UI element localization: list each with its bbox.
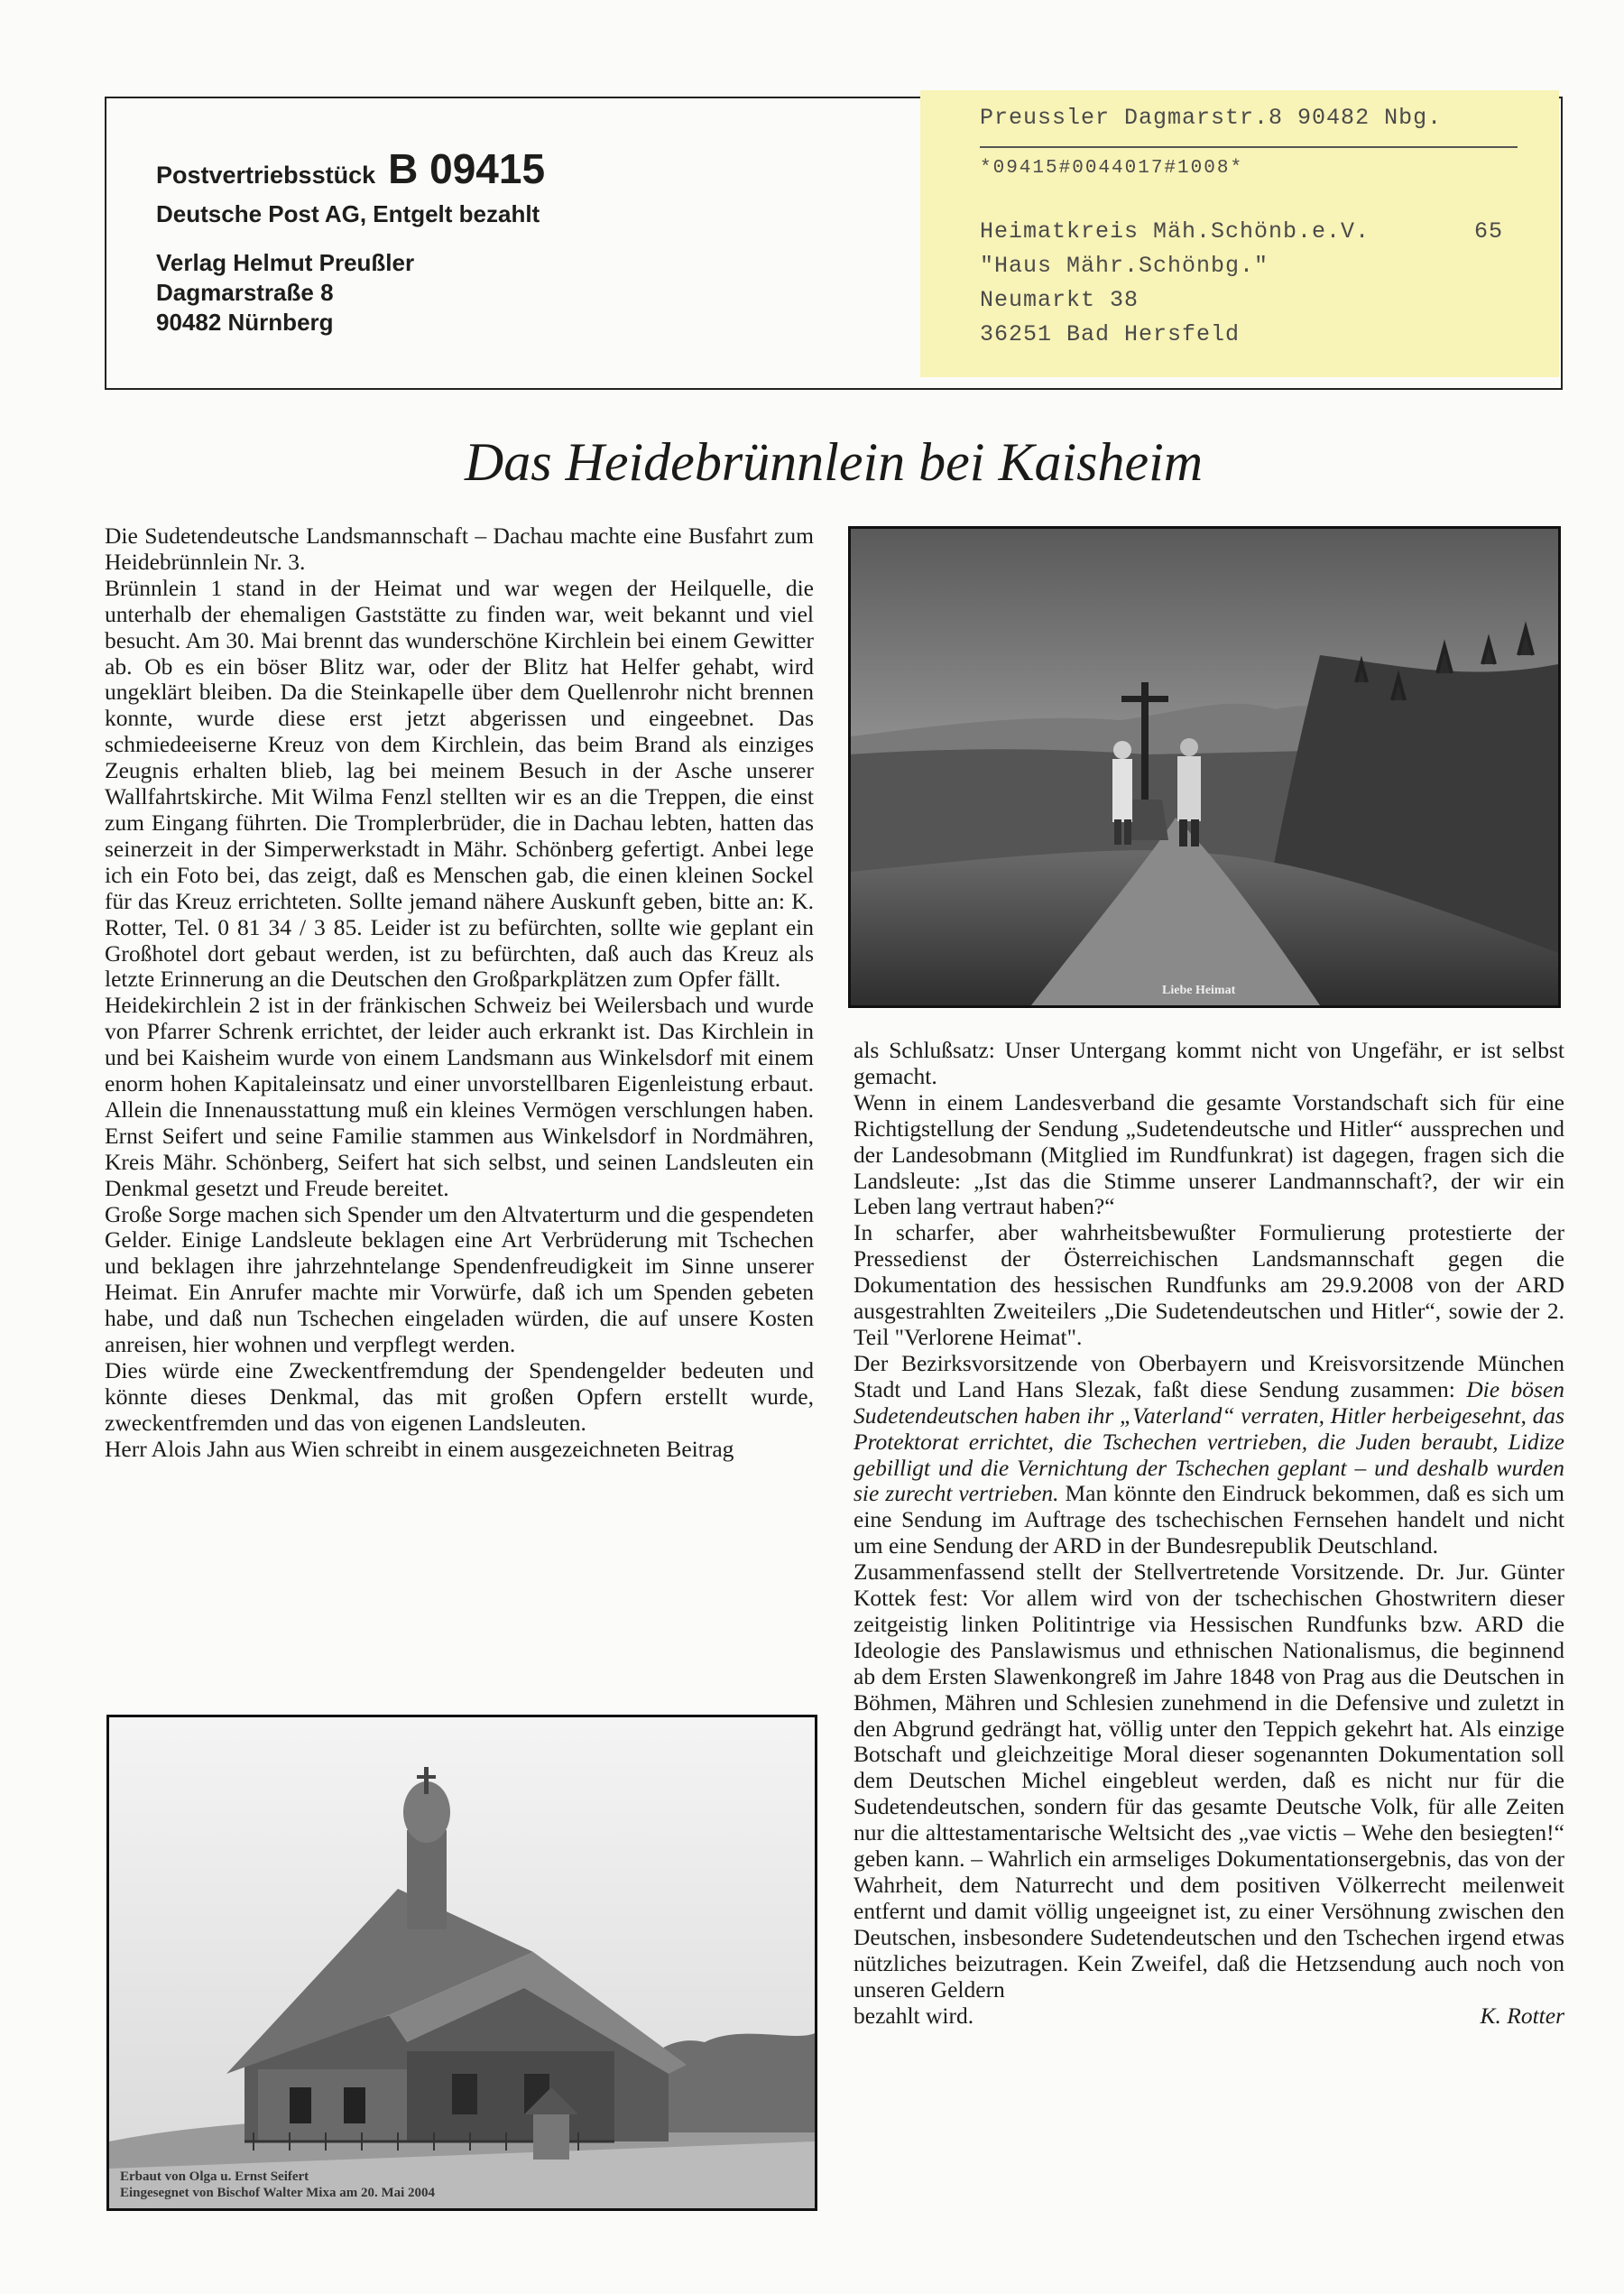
quoted-summary: Die bösen Sudetendeutschen haben ihr „Vaterland“ verraten, Hitler herbeigesehnt, das Protektorat errichtet, die Tschechen vertrieben, die Juden beraubt, Lidize gebilligt und die Vernichtung der Tschechen geplant – und deshalb wurden sie zurecht vertrieben. <box>854 1375 1564 1507</box>
photo-left-caption <box>120 2169 435 2201</box>
paragraph <box>854 1351 1564 1559</box>
paragraph: Zusammenfassend stellt der Stellvertretende Vorsitzende. Dr. Jur. Günter Kottek fest: Vor allem wird von der tschechischen Ghostwritern dieser zeitgeistig linken Politintrige via Hessischen Rundfunks bzw. ARD die Ideologie des Panslawismus und ethnischen Nationalismus, die beginnend ab dem Ersten Slawenkongreß im Jahre 1848 von Prag aus die Deutschen in Böhmen, Mähren und Schlesien zunehmend in die Defensive und zuletzt in den Abgrund gedrängt hat, völlig unter den Teppich gekehrt hat. Als einzige Botschaft und gleichzeitige Moral dieser sogenannten Dokumentation soll dem Deutschen Michel eingebleut werden, daß es nicht nur für die Sudetendeutschen, sondern für das gesamte Deutsche Volk, für alle Zeiten nur die alttestamentarische Weltsicht des „vae victis – Wehe den besiegten!“ geben kann. – Wahrlich ein armseliges Dokumentationsergebnis, das von der Wahrheit, dem Naturrecht und dem positiven Völkerrecht meilenweit entfernt und damit völlig ungeeignet ist, zu einer Versöhnung zwischen den Deutschen, insbesondere Sudetendeutschen und den Tschechen irgend etwas nützliches beizutragen. Kein Zweifel, daß die Hetzsendung auch noch von unseren Geldern <box>854 1559 1564 2003</box>
paragraph: Dies würde eine Zweckentfremdung der Spendengelder bedeuten und könnte dieses Denkmal, das mit großen Opfern erstellt wurde, zweckentfremden und das von eigenen Landsleuten. <box>105 1357 814 1436</box>
photo-cross-landscape <box>848 526 1561 1008</box>
caption-line: Eingesegnet von Bischof Walter Mixa am 20. Mai 2004 <box>120 2186 436 2200</box>
paragraph: Heidekirchlein 2 ist in der fränkischen Schweiz bei Weilersbach und wurde von Pfarrer Schrenk errichtet, der leider auch erkrankt ist. Das Kirchlein in und bei Kaisheim wurde von einem Landsmann aus Winkelsdorf mit einem enorm hohen Kapitaleinsatz und einer unvorstellbaren Eigenleistung erbaut. Allein die Innenausstattung muß ein kleines Vermögen verschlungen haben. Ernst Seifert und seine Familie stammen aus Winkelsdorf in Nordmähren, Kreis Mähr. Schönberg, Seifert hat sich selbst, und seinen Landsleuten ein Denkmal gesetzt und Freude bereitet. <box>105 992 814 1201</box>
publisher-city: 90482 Nürnberg <box>156 309 334 336</box>
address-label <box>920 90 1559 377</box>
recipient-line2: "Haus Mähr.Schönbg." <box>980 253 1269 279</box>
postal-code-line: *09415#0044017#1008* <box>980 158 1244 179</box>
publisher-name: Verlag Helmut Preußler <box>156 249 415 276</box>
recipient-name-row <box>980 215 1503 249</box>
publisher-address <box>156 248 788 338</box>
postage-line <box>156 144 788 193</box>
closing-text: bezahlt wird. <box>854 2002 974 2029</box>
article-right-column <box>854 1038 1564 2029</box>
paragraph: Herr Alois Jahn aus Wien schreibt in einem ausgezeichneten Beitrag <box>105 1435 734 1462</box>
paragraph: Große Sorge machen sich Spender um den Altvaterturm und die gespendeten Gelder. Einige Landsleute beklagen eine Art Verbrüderung mit Tschechen und beklagen ihre jahrzehntelange Spendenfreudigkeit im Sinne unserer Heimat. Ein Anrufer machte mir Vorwürfe, daß ich um Spenden gebeten habe, und daß nun Tschechen eingeladen würden, die auf unsere Kosten anreisen, hier wohnen und verpflegt werden. <box>105 1200 814 1358</box>
closing-line <box>854 2003 1564 2030</box>
postage-label: Postvertriebsstück <box>156 162 376 189</box>
paragraph: als Schlußsatz: Unser Untergang kommt nicht von Ungefähr, er ist selbst gemacht. <box>854 1037 1564 1089</box>
postage-number: B 09415 <box>388 145 546 192</box>
caption-line: Erbaut von Olga u. Ernst Seifert <box>120 2169 309 2184</box>
postage-paid-line: Deutsche Post AG, Entgelt bezahlt <box>156 200 540 227</box>
publisher-street: Dagmarstraße 8 <box>156 279 334 306</box>
paragraph-tail: Man könnte den Eindruck bekommen, daß es sich um eine Sendung im Auftrage des tschechischen Fernsehen handelt und nicht um eine Sendung der ARD in der Bundesrepublik Deutschland. <box>854 1480 1564 1559</box>
author-signature: K. Rotter <box>1480 2002 1564 2029</box>
recipient-city: 36251 Bad Hersfeld <box>980 321 1241 347</box>
article-title: Das Heidebrünnlein bei Kaisheim <box>464 432 1204 492</box>
paragraph: Brünnlein 1 stand in der Heimat und war wegen der Heilquelle, die unterhalb der ehemaligen Gaststätte zu finden war, weit bekannt und viel besucht. Am 30. Mai brennt das wunderschöne Kirchlein bei einem Gewitter ab. Ob es ein böser Blitz war, oder der Blitz hat Helfer gehabt, wird ungeklärt bleiben. Da die Steinkapelle über dem Quellenrohr nicht brennen konnte, wurde diese erst jetzt abgerissen und eingeebnet. Das schmiedeeiserne Kreuz von dem Kirchlein, das beim Brand als einziges Zeugnis erhalten blieb, lag bei meinem Besuch in der Asche unserer Wallfahrtskirche. Mit Wilma Fenzl stellten wir es an die Treppen, die einst zum Eingang führten. Die Tromplerbrüder, die in Dachau lebten, hatten das seinerzeit in der Simperwerkstadt in Mähr. Schönberg gefertigt. Anbei lege ich ein Foto bei, das zeigt, daß es Menschen gab, die einen kleinen Sockel für das Kreuz errichteten. Sollte jemand nähere Auskunft geben, bitte an: K. Rotter, Tel. 0 81 34 / 3 85. Leider ist zu befürchten, sollte wie geplant ein Großhotel dort gebaut werden, ist zu befürchten, daß auch das Kreuz als letzte Erinnerung an die Deutschen den Großparkplätzen zum Opfer fällt. <box>105 574 814 993</box>
paragraph: Die Sudetendeutsche Landsmannschaft – Dachau machte eine Busfahrt zum Heidebrünnlein Nr. 3. <box>105 523 814 575</box>
recipient-name: Heimatkreis Mäh.Schönb.e.V. <box>980 218 1370 245</box>
paragraph: In scharfer, aber wahrheitsbewußter Formulierung protestierte der Pressedienst der Österreichischen Landsmannschaft gegen die Dokumentation des hessischen Rundfunks am 29.9.2008 von der ARD ausgestrahlten Zweiteilers „Die Sudetendeutschen und Hitler“, sowie der 2. Teil "Verlorene Heimat". <box>854 1219 1564 1350</box>
recipient-address <box>980 215 1532 352</box>
recipient-number: 65 <box>1473 218 1503 245</box>
photo-chapel <box>106 1715 817 2211</box>
recipient-street: Neumarkt 38 <box>980 287 1140 313</box>
photo-right-caption: Liebe Heimat <box>1162 984 1236 997</box>
postage-info <box>156 144 788 338</box>
paragraph-lead: Der Bezirksvorsitzende von Oberbayern und Kreisvorsitzende München Stadt und Land Hans Slezak, faßt diese Sendung zusammen: <box>854 1349 1564 1402</box>
article-left-column <box>105 523 814 1463</box>
label-divider <box>980 146 1518 148</box>
paragraph: Wenn in einem Landesverband die gesamte Vorstandschaft sich für eine Richtigstellung der Sendung „Sudetendeutsche und Hitler“ aussprechen und der Landesobmann (Mitglied im Rundfunkrat) ist dagegen, fragen sich die Landsleute: „Ist das die Stimme unserer Landmannschaft?, der wir ein Leben lang vertraut haben?“ <box>854 1088 1564 1220</box>
sender-line: Preussler Dagmarstr.8 90482 Nbg. <box>980 105 1443 131</box>
